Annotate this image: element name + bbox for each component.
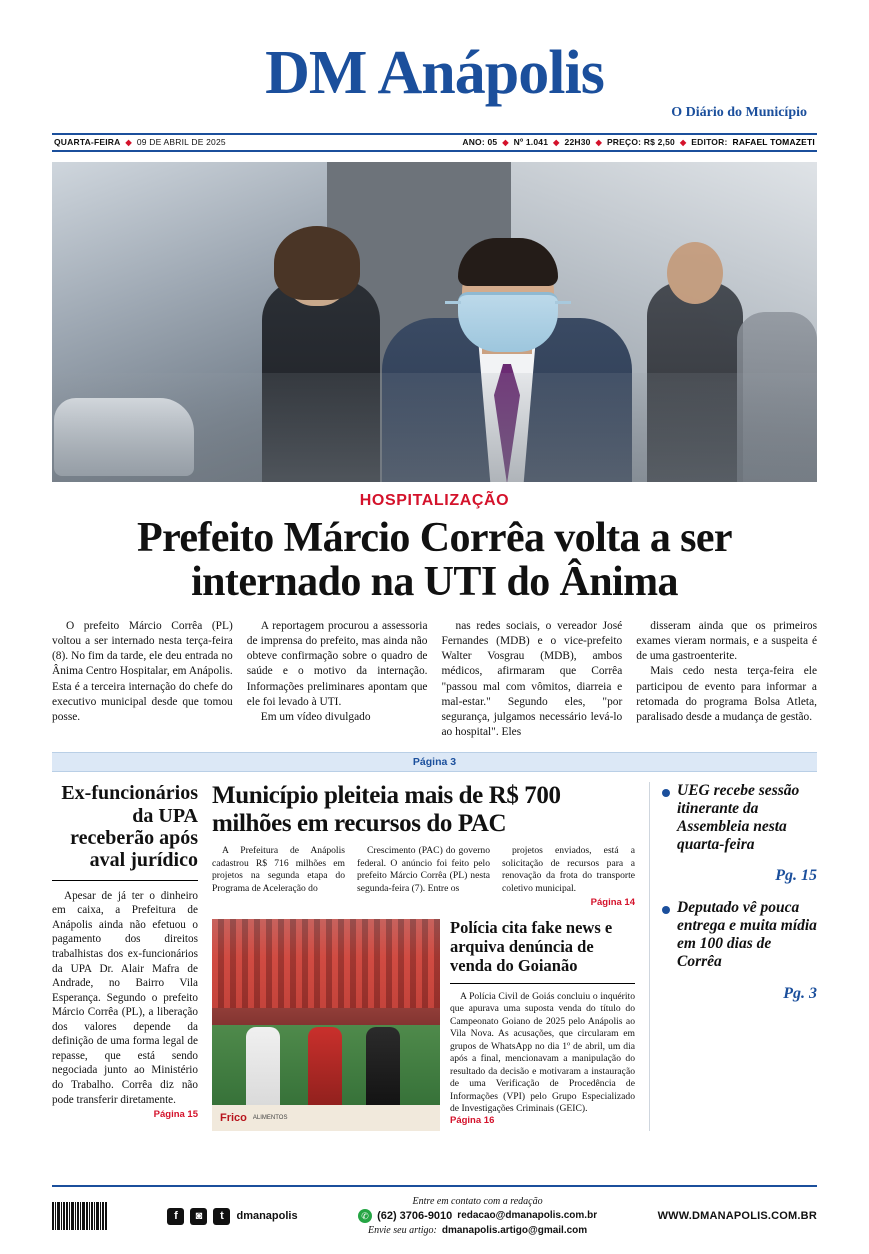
contact-label: Entre em contato com a redação — [412, 1195, 543, 1207]
edition-issue: Nº 1.041 — [513, 137, 549, 148]
lead-body-columns — [52, 619, 817, 740]
lead-column-1: O prefeito Márcio Corrêa (PL) voltou a ser internado nesta terça-feira (8). No fim da tarde, ele deu entrada no Ânima Centro Hospitalar, em Anápolis. Esta é a terceira internação do chefe do executivo municipal desde que tomou posse. — [52, 619, 233, 723]
sub-story-page-reference[interactable]: Página 16 — [450, 1115, 495, 1127]
mid-story-columns — [212, 845, 635, 909]
face-mask-icon — [458, 292, 558, 352]
left-story-headline: Ex-funcionários da UPA receberão após aval jurídico — [52, 782, 198, 881]
lower-section — [52, 782, 817, 1131]
right-bullet-text-1: UEG recebe sessão itinerante da Assembleia nesta quarta-feira — [677, 782, 800, 853]
photo-crowd — [212, 919, 440, 1008]
right-bullet-page-1[interactable]: Pg. 15 — [775, 867, 817, 885]
right-bullet-item-1[interactable] — [662, 782, 817, 853]
mid-story-headline: Município pleiteia mais de R$ 700 milhões em recursos do PAC — [212, 782, 561, 837]
mid-story — [212, 782, 635, 1131]
diamond-icon-3: ◆ — [553, 137, 560, 147]
diamond-icon-5: ◆ — [679, 137, 687, 147]
lead-headline: Prefeito Márcio Corrêa volta a ser internado na UTI do Ânima — [137, 514, 732, 606]
photo-ad-board — [212, 1105, 440, 1131]
social-links[interactable] — [167, 1208, 297, 1225]
newspaper-logo: DM Anápolis — [265, 39, 604, 107]
mid-story-column-1: A Prefeitura de Anápolis cadastrou R$ 716 milhões em projetos na segunda etapa do Programa de Aceleração do — [212, 845, 345, 894]
photo-player-2 — [308, 1027, 342, 1113]
sub-story-text — [450, 919, 635, 1131]
right-bullet-page-2[interactable]: Pg. 3 — [783, 984, 817, 1002]
edition-date: 09 DE ABRIL DE 2025 — [136, 137, 226, 148]
mid-story-column-3: projetos enviados, está a solicitação de recursos para a renovação da frota do transporte coletivo municipal. — [502, 845, 635, 894]
lead-column-3: nas redes sociais, o vereador José Fernandes (MDB) e o vice-prefeito Walter Vosgrau (MDB), ambos médicos, afirmaram que Corrêa "passou mal com vômitos, diarreia e mal-estar." Segundo eles, "por segurança, julgamos necessário levá-lo ao hospital". Eles — [441, 619, 623, 739]
photo-player-1 — [246, 1027, 280, 1113]
photo-foreground-blur — [52, 373, 817, 482]
right-bullet-item-2[interactable] — [662, 899, 817, 970]
diamond-icon: ◆ — [125, 137, 132, 147]
contact-send-label: Envie seu artigo: — [367, 1225, 437, 1236]
footer — [52, 1185, 817, 1238]
contact-email-redacao[interactable]: redacao@dmanapolis.com.br — [457, 1210, 598, 1222]
left-story-body — [52, 889, 198, 1122]
masthead — [52, 0, 817, 121]
barcode — [52, 1202, 107, 1230]
contact-email-artigo[interactable]: dmanapolis.artigo@gmail.com — [441, 1225, 588, 1236]
lead-photo — [52, 162, 817, 482]
edition-price: PREÇO: R$ 2,50 — [606, 137, 675, 148]
right-bullet-text-2: Deputado vê pouca entrega e muita mídia em 100 dias de Corrêa — [677, 899, 817, 970]
sub-story — [212, 919, 635, 1131]
lead-column-4: disseram ainda que os primeiros exames vieram normais, e a suspeita é de uma gastroenterite. Mais cedo nesta terça-feira ele participou de evento para informar a retomada do programa Bolsa Atleta, paralisado desde a mudança de gestão. — [636, 619, 817, 723]
sub-story-headline: Polícia cita fake news e arquiva denúncia de venda do Goianão — [450, 919, 635, 983]
lead-kicker: HOSPITALIZAÇÃO — [359, 491, 510, 509]
facebook-icon[interactable]: f — [167, 1208, 184, 1225]
edition-year: ANO: 05 — [462, 137, 498, 148]
editor-name: RAFAEL TOMAZETI — [732, 137, 815, 148]
ad-board-subtext: ALIMENTOS — [252, 1115, 288, 1122]
twitter-icon[interactable]: t — [213, 1208, 230, 1225]
instagram-icon[interactable]: ◙ — [190, 1208, 207, 1225]
editor-label: EDITOR: — [691, 137, 728, 148]
contact-block — [358, 1195, 597, 1238]
newspaper-tagline: O Diário do Município — [671, 104, 807, 120]
edition-weekday: QUARTA-FEIRA — [54, 137, 121, 148]
lead-column-2: A reportagem procurou a assessoria de imprensa do prefeito, mas ainda não obteve confirmação sobre o quadro de saúde e o motivo da internação. Informações preliminares apontam que ele foi levado à UTI. Em um vídeo divulgado — [246, 619, 428, 723]
edition-info-bar — [52, 133, 817, 152]
social-handle: dmanapolis — [236, 1210, 298, 1223]
edition-time: 22H30 — [564, 137, 591, 148]
left-story-paragraph: Apesar de já ter o dinheiro em caixa, a Prefeitura de Anápolis ainda não efetuou o pagamento dos direitos trabalhistas dos ex-funcionários da UPA Dr. Alair Mafra de Andrade, no Bairro Vila Esperança. Segundo o prefeito Márcio Corrêa (PL), a liberação dos valores depende da definição de uma forma legal de repasse, que está sendo negociada junto ao Ministério do Trabalho. Corrêa diz não pode transferir diretamente. — [52, 889, 198, 1106]
sub-story-body — [450, 991, 635, 1128]
mid-story-page-reference[interactable]: Página 14 — [590, 897, 635, 909]
contact-phone-row[interactable] — [358, 1209, 597, 1224]
left-story-page-reference[interactable]: Página 15 — [153, 1109, 198, 1121]
contact-phone: (62) 3706-9010 — [377, 1209, 453, 1222]
sub-story-photo — [212, 919, 440, 1131]
lead-page-reference[interactable]: Página 3 — [52, 752, 817, 772]
bullet-dot-icon — [662, 789, 670, 797]
mid-story-column-2: Crescimento (PAC) do governo federal. O anúncio foi feito pelo prefeito Márcio Corrêa (PL) nesta segunda-feira (7). Entre os — [357, 845, 490, 894]
diamond-icon-2: ◆ — [502, 137, 509, 147]
diamond-icon-4: ◆ — [595, 137, 602, 147]
ad-board-text: Frico — [220, 1112, 247, 1125]
photo-player-3 — [366, 1027, 400, 1113]
sub-story-paragraph: A Polícia Civil de Goiás concluiu o inquérito que apurava uma suposta venda do título do Campeonato Goiano de 2025 pelo Anápolis ao Vila Nova. As acusações, que circularam em grupos de WhatsApp no dia 1º de abril, um dia após a final, mencionavam a manipulação do resultado da decisão e motivaram a instauração de uma Verificação de Procedência de Informações (VPI) pelo Grupo Especializado de Investigações Criminais (GEIC). — [450, 990, 635, 1114]
right-column — [649, 782, 817, 1131]
whatsapp-icon[interactable]: ✆ — [358, 1209, 372, 1223]
website-url[interactable]: WWW.DMANAPOLIS.COM.BR — [657, 1210, 817, 1223]
contact-article-row — [358, 1224, 597, 1238]
left-story — [52, 782, 198, 1131]
bullet-dot-icon-2 — [662, 906, 670, 914]
